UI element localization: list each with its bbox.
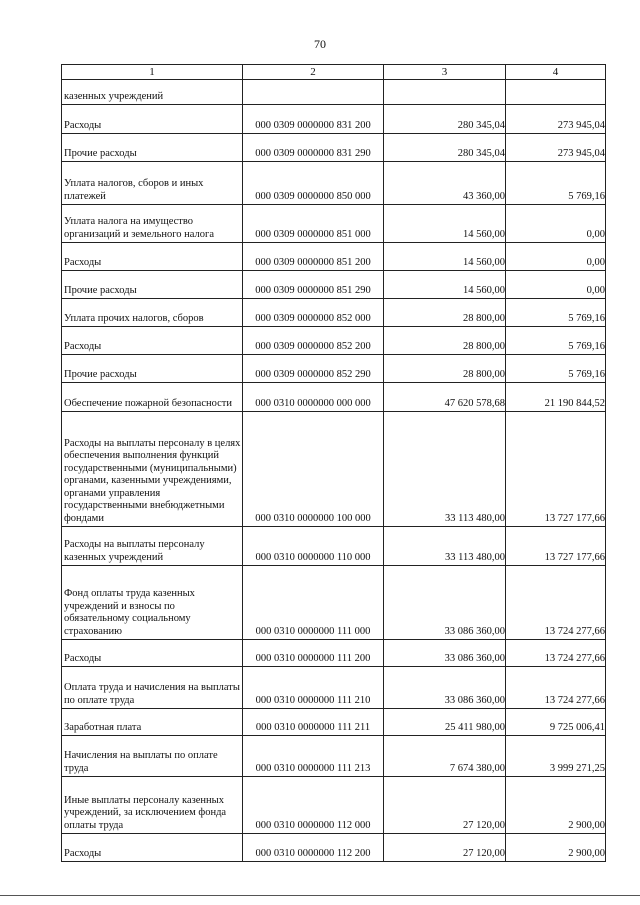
- row-code-cell: 000 0310 0000000 112 200: [243, 834, 384, 862]
- row-code-cell: 000 0309 0000000 851 000: [243, 205, 384, 243]
- row-value-cell-3: 280 345,04: [384, 105, 506, 134]
- table-row: [62, 271, 606, 299]
- row-name-cell: Оплата труда и начисления на выплаты по оплате труда: [62, 667, 243, 709]
- row-name-cell: казенных учреждений: [62, 80, 243, 105]
- row-name-cell: Иные выплаты персоналу казенных учреждений, за исключением фонда оплаты труда: [62, 777, 243, 834]
- table-row: [62, 80, 606, 105]
- row-code-cell: 000 0310 0000000 110 000: [243, 527, 384, 566]
- row-name-cell: Уплата налогов, сборов и иных платежей: [62, 162, 243, 205]
- row-value-cell-3: 43 360,00: [384, 162, 506, 205]
- row-value-cell-4: 9 725 006,41: [506, 709, 606, 736]
- table-row: [62, 355, 606, 383]
- row-value-cell-3: [384, 80, 506, 105]
- column-header-2: 2: [243, 65, 384, 80]
- row-value-cell-4: 2 900,00: [506, 834, 606, 862]
- row-code-cell: 000 0310 0000000 111 200: [243, 640, 384, 667]
- row-code-cell: 000 0310 0000000 111 211: [243, 709, 384, 736]
- row-name-cell: Расходы: [62, 834, 243, 862]
- row-value-cell-3: 280 345,04: [384, 134, 506, 162]
- column-header-4: 4: [506, 65, 606, 80]
- row-value-cell-4: [506, 80, 606, 105]
- budget-table: [61, 64, 606, 862]
- row-value-cell-4: 21 190 844,52: [506, 383, 606, 412]
- page-bottom-rule: [0, 895, 640, 896]
- row-value-cell-4: 3 999 271,25: [506, 736, 606, 777]
- row-value-cell-3: 28 800,00: [384, 327, 506, 355]
- row-name-cell: Начисления на выплаты по оплате труда: [62, 736, 243, 777]
- row-name-cell: Расходы: [62, 243, 243, 271]
- row-code-cell: 000 0309 0000000 831 200: [243, 105, 384, 134]
- row-value-cell-3: 14 560,00: [384, 243, 506, 271]
- column-header-3: 3: [384, 65, 506, 80]
- table-row: [62, 299, 606, 327]
- row-code-cell: 000 0310 0000000 112 000: [243, 777, 384, 834]
- row-value-cell-4: 0,00: [506, 205, 606, 243]
- row-name-cell: Заработная плата: [62, 709, 243, 736]
- row-value-cell-4: 5 769,16: [506, 327, 606, 355]
- row-name-cell: Расходы на выплаты персоналу в целях обеспечения выполнения функций государственными (муниципальными) органами, казенными учреждениями, органами управления государственными внебюджетными фондами: [62, 412, 243, 527]
- table-row: [62, 327, 606, 355]
- row-value-cell-3: 28 800,00: [384, 355, 506, 383]
- header-row: [62, 65, 606, 80]
- row-value-cell-3: 33 113 480,00: [384, 527, 506, 566]
- table-row: [62, 412, 606, 527]
- row-name-cell: Уплата налога на имущество организаций и земельного налога: [62, 205, 243, 243]
- table-row: [62, 640, 606, 667]
- row-code-cell: 000 0309 0000000 852 290: [243, 355, 384, 383]
- table-row: [62, 834, 606, 862]
- row-name-cell: Обеспечение пожарной безопасности: [62, 383, 243, 412]
- row-code-cell: 000 0309 0000000 851 200: [243, 243, 384, 271]
- row-code-cell: 000 0309 0000000 852 200: [243, 327, 384, 355]
- row-value-cell-3: 33 086 360,00: [384, 667, 506, 709]
- row-code-cell: 000 0309 0000000 851 290: [243, 271, 384, 299]
- row-value-cell-3: 33 113 480,00: [384, 412, 506, 527]
- row-value-cell-4: 13 727 177,66: [506, 412, 606, 527]
- row-value-cell-3: 33 086 360,00: [384, 566, 506, 640]
- row-value-cell-4: 273 945,04: [506, 134, 606, 162]
- row-value-cell-4: 13 727 177,66: [506, 527, 606, 566]
- row-name-cell: Расходы на выплаты персоналу казенных учреждений: [62, 527, 243, 566]
- row-name-cell: Прочие расходы: [62, 134, 243, 162]
- row-name-cell: Расходы: [62, 640, 243, 667]
- row-value-cell-3: 28 800,00: [384, 299, 506, 327]
- row-value-cell-3: 14 560,00: [384, 205, 506, 243]
- row-code-cell: 000 0310 0000000 111 000: [243, 566, 384, 640]
- table-row: [62, 709, 606, 736]
- row-value-cell-3: 14 560,00: [384, 271, 506, 299]
- row-value-cell-3: 47 620 578,68: [384, 383, 506, 412]
- row-value-cell-3: 7 674 380,00: [384, 736, 506, 777]
- table-row: [62, 777, 606, 834]
- row-value-cell-3: 27 120,00: [384, 834, 506, 862]
- table-row: [62, 667, 606, 709]
- row-code-cell: 000 0310 0000000 000 000: [243, 383, 384, 412]
- table-row: [62, 134, 606, 162]
- row-code-cell: 000 0309 0000000 850 000: [243, 162, 384, 205]
- row-value-cell-4: 5 769,16: [506, 355, 606, 383]
- column-header-1: 1: [62, 65, 243, 80]
- table-row: [62, 383, 606, 412]
- row-value-cell-4: 2 900,00: [506, 777, 606, 834]
- row-value-cell-4: 0,00: [506, 271, 606, 299]
- row-value-cell-4: 5 769,16: [506, 299, 606, 327]
- row-code-cell: 000 0310 0000000 111 213: [243, 736, 384, 777]
- row-name-cell: Прочие расходы: [62, 271, 243, 299]
- row-code-cell: [243, 80, 384, 105]
- table-body: [62, 80, 606, 862]
- row-code-cell: 000 0310 0000000 111 210: [243, 667, 384, 709]
- table-row: [62, 243, 606, 271]
- row-name-cell: Расходы: [62, 105, 243, 134]
- row-code-cell: 000 0309 0000000 852 000: [243, 299, 384, 327]
- row-name-cell: Расходы: [62, 327, 243, 355]
- table-header: [62, 65, 606, 80]
- row-code-cell: 000 0310 0000000 100 000: [243, 412, 384, 527]
- row-value-cell-4: 5 769,16: [506, 162, 606, 205]
- table-row: [62, 527, 606, 566]
- table-row: [62, 205, 606, 243]
- row-value-cell-3: 33 086 360,00: [384, 640, 506, 667]
- table-row: [62, 566, 606, 640]
- row-name-cell: Фонд оплаты труда казенных учреждений и взносы по обязательному социальному страхованию: [62, 566, 243, 640]
- table-row: [62, 736, 606, 777]
- row-value-cell-4: 13 724 277,66: [506, 566, 606, 640]
- row-name-cell: Уплата прочих налогов, сборов: [62, 299, 243, 327]
- page-number: 70: [314, 37, 326, 51]
- row-name-cell: Прочие расходы: [62, 355, 243, 383]
- row-value-cell-4: 13 724 277,66: [506, 640, 606, 667]
- row-code-cell: 000 0309 0000000 831 290: [243, 134, 384, 162]
- row-value-cell-4: 0,00: [506, 243, 606, 271]
- row-value-cell-3: 27 120,00: [384, 777, 506, 834]
- table-row: [62, 162, 606, 205]
- table-row: [62, 105, 606, 134]
- row-value-cell-3: 25 411 980,00: [384, 709, 506, 736]
- row-value-cell-4: 13 724 277,66: [506, 667, 606, 709]
- row-value-cell-4: 273 945,04: [506, 105, 606, 134]
